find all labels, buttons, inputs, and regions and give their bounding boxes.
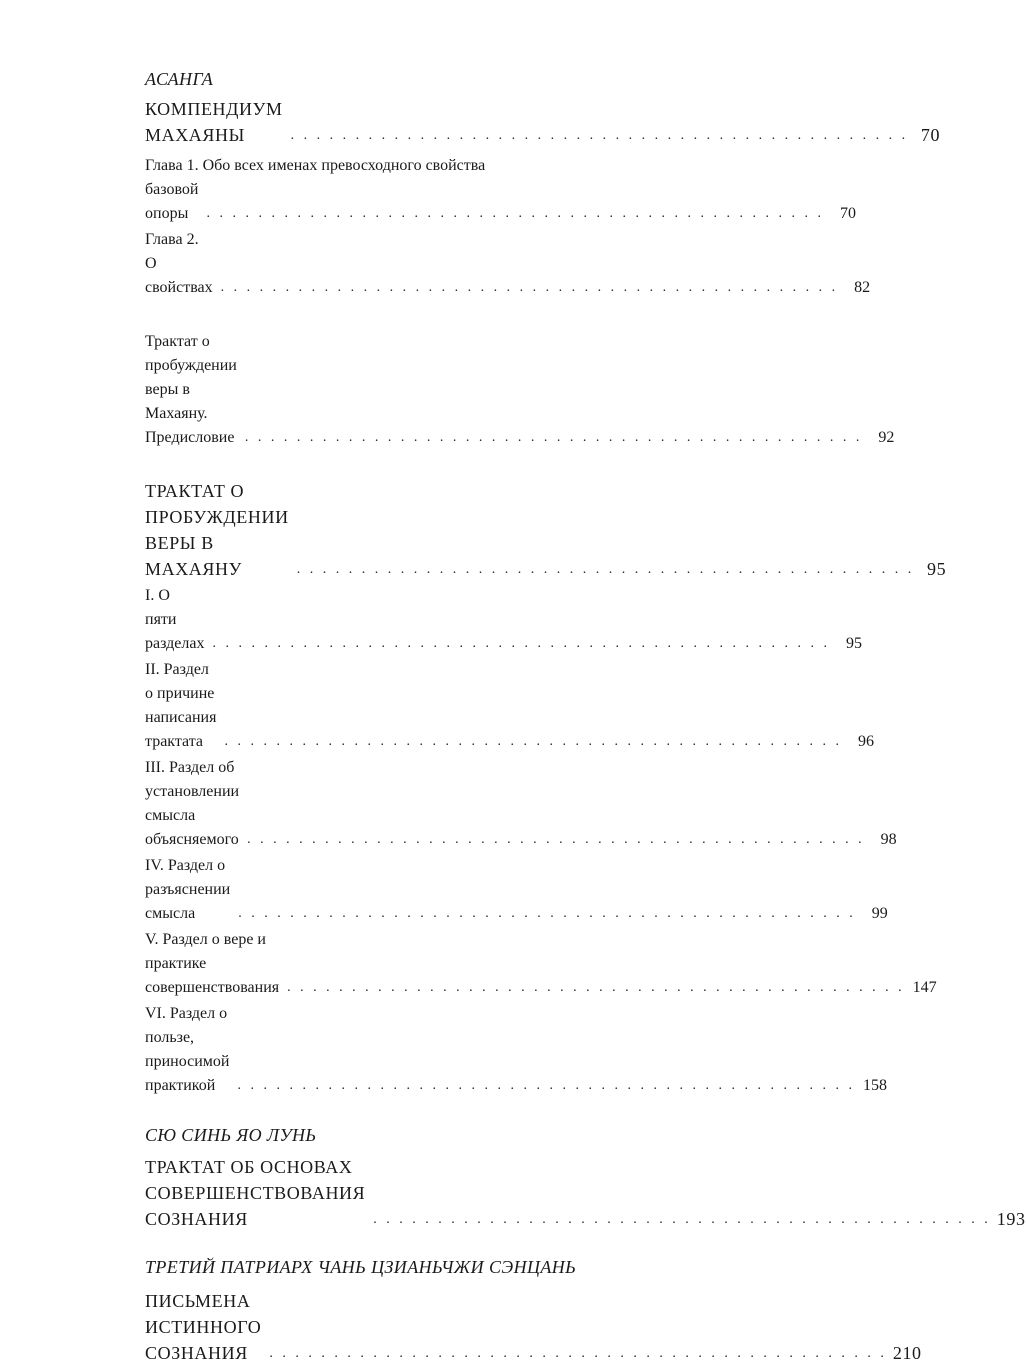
author-heading-asanga: АСАНГА (145, 69, 214, 89)
toc-entry-page: 70 (839, 205, 856, 222)
toc-entry-section-6[interactable] (145, 1002, 887, 1098)
toc-entry-title: V. Раздел о вере и практике совершенствования (145, 931, 280, 996)
toc-entry-title: Трактат о пробуждении веры в Махаяну. Предисловие (145, 333, 237, 446)
dot-leader: . . . . . . . . . . . . . . . . . . . . . . . . . . . . . . . . . . . . . . . . . . . . . . . . (269, 1346, 887, 1361)
table-of-contents (145, 66, 1026, 1366)
toc-entry-xiu-xin[interactable] (145, 1154, 1026, 1232)
toc-entry-title: ТРАКТАТ О ПРОБУЖДЕНИИ ВЕРЫ В МАХАЯНУ (145, 481, 289, 579)
toc-entry-title: ПИСЬМЕНА ИСТИННОГО СОЗНАНИЯ (145, 1291, 262, 1363)
toc-entry-title-line2: СОВЕРШЕНСТВОВАНИЯ СОЗНАНИЯ (145, 1183, 366, 1229)
toc-entry-chapter-1[interactable] (145, 154, 856, 226)
dot-leader: . . . . . . . . . . . . . . . . . . . . . . . . . . . . . . . . . . . . . . . . . . . . . . . . (237, 1078, 855, 1093)
dot-leader: . . . . . . . . . . . . . . . . . . . . . . . . . . . . . . . . . . . . . . . . . . . . . . . . (220, 280, 839, 295)
toc-entry-page: 95 (926, 559, 947, 579)
toc-entry-page: 95 (845, 635, 862, 652)
toc-entry-section-5[interactable] (145, 928, 937, 1000)
toc-entry-page: 92 (878, 429, 895, 446)
author-heading-xiu-xin: СЮ СИНЬ ЯО ЛУНЬ (145, 1125, 317, 1145)
toc-entry-chapter-2[interactable] (145, 228, 871, 300)
dot-leader: . . . . . . . . . . . . . . . . . . . . . . . . . . . . . . . . . . . . . . . . . . . . . . . . (296, 562, 915, 577)
toc-entry-section-1[interactable] (145, 584, 862, 656)
toc-entry-page: 96 (857, 733, 874, 750)
dot-leader: . . . . . . . . . . . . . . . . . . . . . . . . . . . . . . . . . . . . . . . . . . . . . . . . (238, 906, 856, 921)
dot-leader: . . . . . . . . . . . . . . . . . . . . . . . . . . . . . . . . . . . . . . . . . . . . . . . . (290, 128, 909, 143)
toc-entry-title-line1: ТРАКТАТ ОБ ОСНОВАХ (145, 1157, 353, 1177)
dot-leader: . . . . . . . . . . . . . . . . . . . . . . . . . . . . . . . . . . . . . . . . . . . . . . . . (373, 1212, 991, 1227)
toc-entry-page: 210 (892, 1343, 922, 1363)
toc-entry-title: III. Раздел об установлении смысла объясняемого (145, 759, 240, 848)
toc-entry-page: 193 (996, 1209, 1026, 1229)
toc-entry-page: 82 (854, 279, 871, 296)
toc-entry-title: I. О пяти разделах (145, 587, 205, 652)
toc-entry-title: КОМПЕНДИУМ МАХАЯНЫ (145, 99, 283, 145)
dot-leader: . . . . . . . . . . . . . . . . . . . . . . . . . . . . . . . . . . . . . . . . . . . . . . . . (224, 734, 842, 749)
toc-entry-treatise[interactable] (145, 478, 947, 582)
dot-leader: . . . . . . . . . . . . . . . . . . . . . . . . . . . . . . . . . . . . . . . . . . . . . . . . (247, 832, 865, 847)
dot-leader: . . . . . . . . . . . . . . . . . . . . . . . . . . . . . . . . . . . . . . . . . . . . . . . . (212, 636, 830, 651)
dot-leader: . . . . . . . . . . . . . . . . . . . . . . . . . . . . . . . . . . . . . . . . . . . . . . . . (287, 980, 905, 995)
toc-entry-page: 158 (862, 1077, 887, 1094)
toc-entry-section-2[interactable] (145, 658, 874, 754)
toc-entry-page: 70 (920, 125, 941, 145)
toc-entry-page: 147 (912, 979, 937, 996)
dot-leader: . . . . . . . . . . . . . . . . . . . . . . . . . . . . . . . . . . . . . . . . . . . . . . . . (244, 430, 863, 445)
toc-entry-section-3[interactable] (145, 756, 897, 852)
dot-leader: . . . . . . . . . . . . . . . . . . . . . . . . . . . . . . . . . . . . . . . . . . . . . . . . (206, 206, 824, 221)
toc-entry-title: IV. Раздел о разъяснении смысла (145, 857, 231, 922)
toc-entry-title-line1: Глава 1. Обо всех именах превосходного свойства (145, 157, 486, 174)
toc-entry-title: II. Раздел о причине написания трактата (145, 661, 217, 750)
toc-entry-section-4[interactable] (145, 854, 888, 926)
toc-entry-sengcan[interactable] (145, 1288, 922, 1366)
toc-entry-title-line2: базовой опоры (145, 181, 199, 222)
toc-entry-page: 98 (880, 831, 897, 848)
toc-entry-title: VI. Раздел о пользе, приносимой практикой (145, 1005, 230, 1094)
author-heading-sengcan: ТРЕТИЙ ПАТРИАРХ ЧАНЬ ЦЗИАНЬЧЖИ СЭНЦАНЬ (145, 1257, 577, 1277)
toc-entry-compendium[interactable] (145, 96, 941, 148)
toc-entry-page: 99 (871, 905, 888, 922)
toc-entry-preface[interactable] (145, 330, 895, 450)
toc-entry-title: Глава 2. О свойствах (145, 231, 213, 296)
